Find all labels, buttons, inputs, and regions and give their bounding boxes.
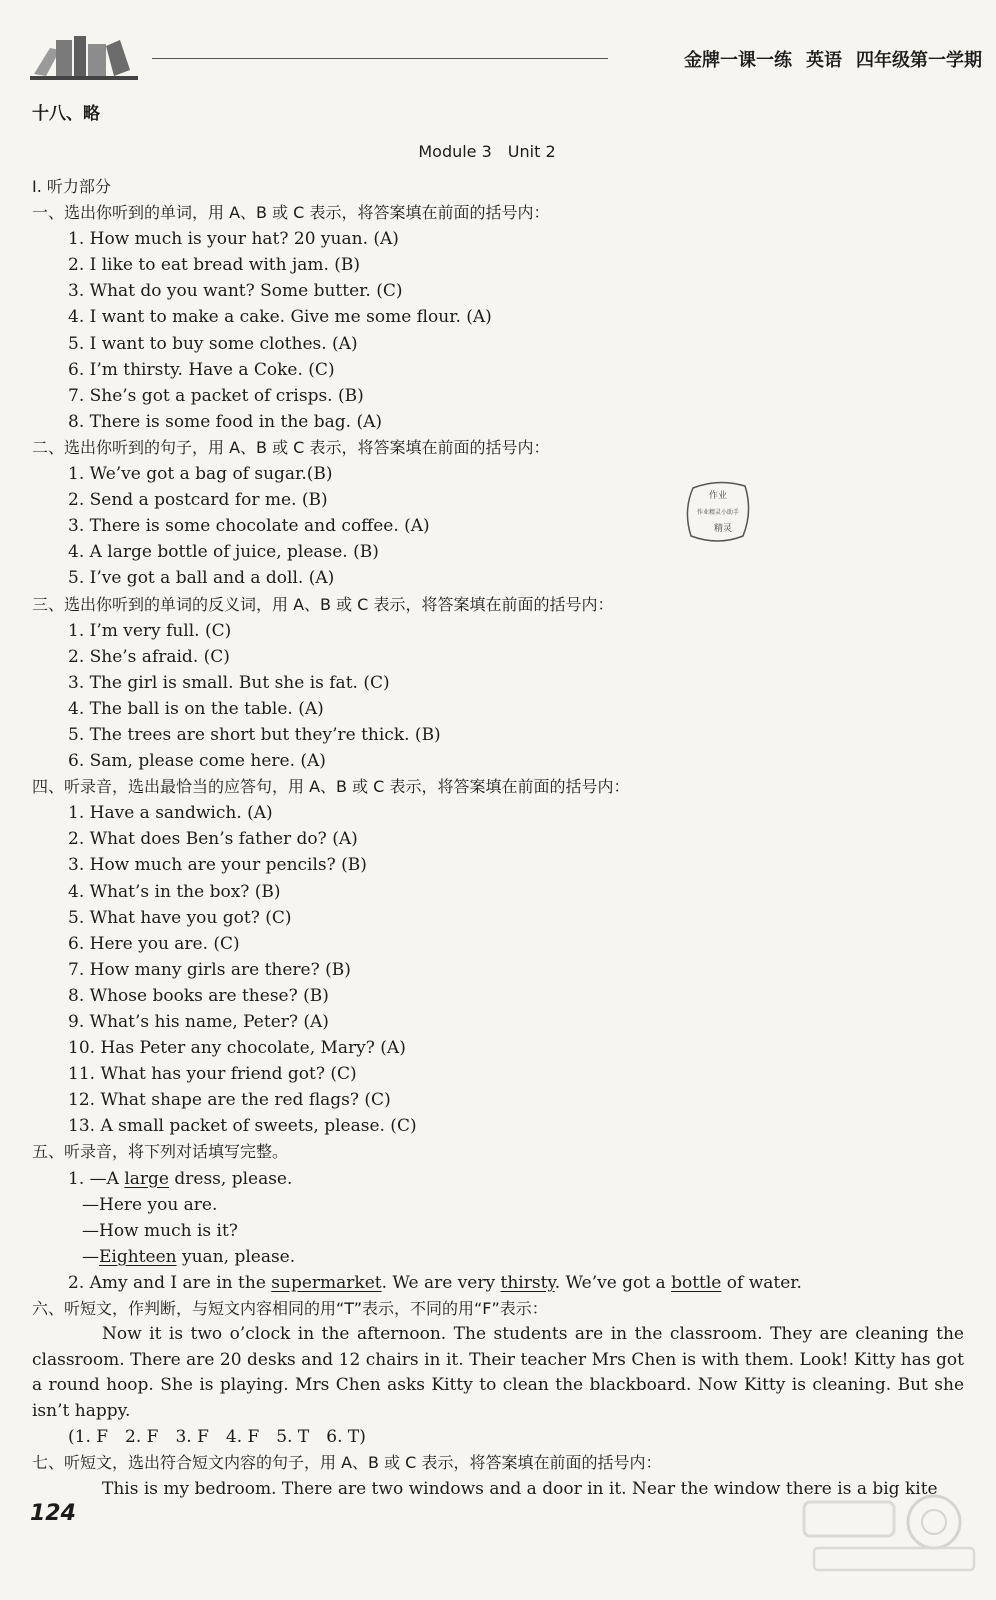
list-item: 4. I want to make a cake. Give me some flour. (A) [68, 307, 492, 328]
list-item: 5. I want to buy some clothes. (A) [68, 333, 358, 354]
list-item: 5. The trees are short but they’re thick. (B) [68, 724, 441, 745]
header-title [670, 46, 982, 72]
list-item: 2. What does Ben’s father do? (A) [68, 829, 358, 850]
list-item: 6. Sam, please come here. (A) [68, 751, 326, 772]
list-item: 3. There is some chocolate and coffee. (A) [68, 516, 430, 537]
header-rule [152, 58, 608, 59]
sentence-text: of water. [721, 1272, 802, 1293]
section-4-heading: 四、听录音，选出最恰当的应答句，用 A、B 或 C 表示，将答案填在前面的括号内： [32, 777, 630, 797]
watermark-logo-icon [784, 1482, 984, 1582]
section-3-heading: 三、选出你听到的单词的反义词，用 A、B 或 C 表示，将答案填在前面的括号内： [32, 594, 614, 614]
seal-middle-text: 作业精灵小助手 [696, 509, 740, 516]
books-logo-icon [30, 30, 140, 82]
answer-blank: Eighteen [99, 1246, 177, 1267]
list-item: 7. How many girls are there? (B) [68, 959, 351, 980]
sentence-text: . We’ve got a [554, 1272, 672, 1293]
subject-label: 英语 [806, 50, 842, 71]
seal-top-text: 作业 [708, 491, 728, 501]
list-item: 10. Has Peter any chocolate, Mary? (A) [68, 1038, 406, 1059]
passage-paragraph: Now it is two o’clock in the afternoon. The students are in the classroom. They are cleaning the classroom. There are 20 desks and 12 chairs in it. Their teacher Mrs Chen is with them. Look! Kitty has got a round hoop. She is playing. Mrs Chen asks Kitty to clean the blackboard. Now Kitty is cleaning. But she isn’t happy. [32, 1324, 964, 1421]
answer-blank: supermarket [271, 1272, 382, 1293]
answer-key: (1. F 2. F 3. F 4. F 5. T 6. T) [68, 1427, 366, 1448]
unit-label: Unit 2 [507, 142, 556, 161]
passage-paragraph: This is my bedroom. There are two windows and a door in it. Near the window there is a big kite [102, 1479, 938, 1500]
section-5-heading: 五、听录音，将下列对话填写完整。 [32, 1142, 289, 1162]
fill-sentence [32, 1270, 982, 1296]
section-2-heading: 二、选出你听到的句子，用 A、B 或 C 表示，将答案填在前面的括号内： [32, 437, 550, 457]
dialog-line [32, 1166, 982, 1192]
dialog-text: — [82, 1246, 99, 1267]
list-item: 1. I’m very full. (C) [68, 620, 232, 641]
page-content [32, 98, 982, 1502]
section-18: 十八、略 [32, 104, 100, 124]
list-item: 8. Whose books are these? (B) [68, 985, 329, 1006]
list-item: 4. What’s in the box? (B) [68, 881, 281, 902]
list-item: 2. She’s afraid. (C) [68, 646, 230, 667]
module-title [32, 130, 982, 174]
list-item: 3. How much are your pencils? (B) [68, 855, 367, 876]
sentence-text: 2. Amy and I are in the [68, 1272, 272, 1293]
answer-blank: thirsty [500, 1272, 555, 1293]
list-item: 1. We’ve got a bag of sugar.(B) [68, 464, 333, 485]
list-item: 5. I’ve got a ball and a doll. (A) [68, 568, 335, 589]
section-7-heading: 七、听短文，选出符合短文内容的句子，用 A、B 或 C 表示，将答案填在前面的括号内： [32, 1453, 662, 1473]
list-item: 6. Here you are. (C) [68, 933, 240, 954]
list-item: 5. What have you got? (C) [68, 907, 292, 928]
dialog-line: —How much is it? [82, 1220, 238, 1241]
section-6-heading: 六、听短文，作判断，与短文内容相同的用“T”表示，不同的用“F”表示： [32, 1299, 548, 1319]
dialog-line: —Here you are. [82, 1194, 218, 1215]
list-item: 4. The ball is on the table. (A) [68, 698, 324, 719]
part-heading: Ⅰ. 听力部分 [32, 177, 111, 196]
grade-label: 四年级第一学期 [856, 50, 982, 71]
list-item: 2. Send a postcard for me. (B) [68, 490, 328, 511]
answer-blank: bottle [671, 1272, 722, 1293]
list-item: 1. Have a sandwich. (A) [68, 803, 273, 824]
list-item: 9. What’s his name, Peter? (A) [68, 1012, 329, 1032]
seal-bottom-text: 精灵 [713, 524, 733, 534]
dialog-line [32, 1244, 982, 1270]
sentence-text: . We are very [381, 1272, 501, 1293]
list-item: 8. There is some food in the bag. (A) [68, 411, 383, 432]
list-item: 12. What shape are the red flags? (C) [68, 1090, 391, 1111]
dialog-text: yuan, please. [176, 1246, 296, 1267]
list-item: 6. I’m thirsty. Have a Coke. (C) [68, 359, 335, 380]
section-1-heading: 一、选出你听到的单词，用 A、B 或 C 表示，将答案填在前面的括号内： [32, 203, 550, 223]
page-header [0, 0, 996, 90]
list-item: 3. The girl is small. But she is fat. (C) [68, 672, 390, 693]
list-item: 11. What has your friend got? (C) [68, 1064, 357, 1085]
module-label: Module 3 [418, 142, 492, 161]
list-item: 3. What do you want? Some butter. (C) [68, 281, 403, 302]
list-item: 13. A small packet of sweets, please. (C) [68, 1116, 417, 1137]
list-item: 7. She’s got a packet of crisps. (B) [68, 385, 364, 406]
dialog-text: 1. —A [68, 1168, 125, 1189]
dialog-text: dress, please. [168, 1168, 293, 1189]
homework-seal-stamp [683, 476, 753, 546]
page-number: 124 [30, 1501, 76, 1526]
list-item: 2. I like to eat bread with jam. (B) [68, 255, 361, 276]
list-item: 1. How much is your hat? 20 yuan. (A) [68, 229, 399, 250]
book-title: 金牌一课一练 [684, 50, 792, 71]
answer-blank: large [124, 1168, 169, 1189]
list-item: 4. A large bottle of juice, please. (B) [68, 542, 379, 563]
